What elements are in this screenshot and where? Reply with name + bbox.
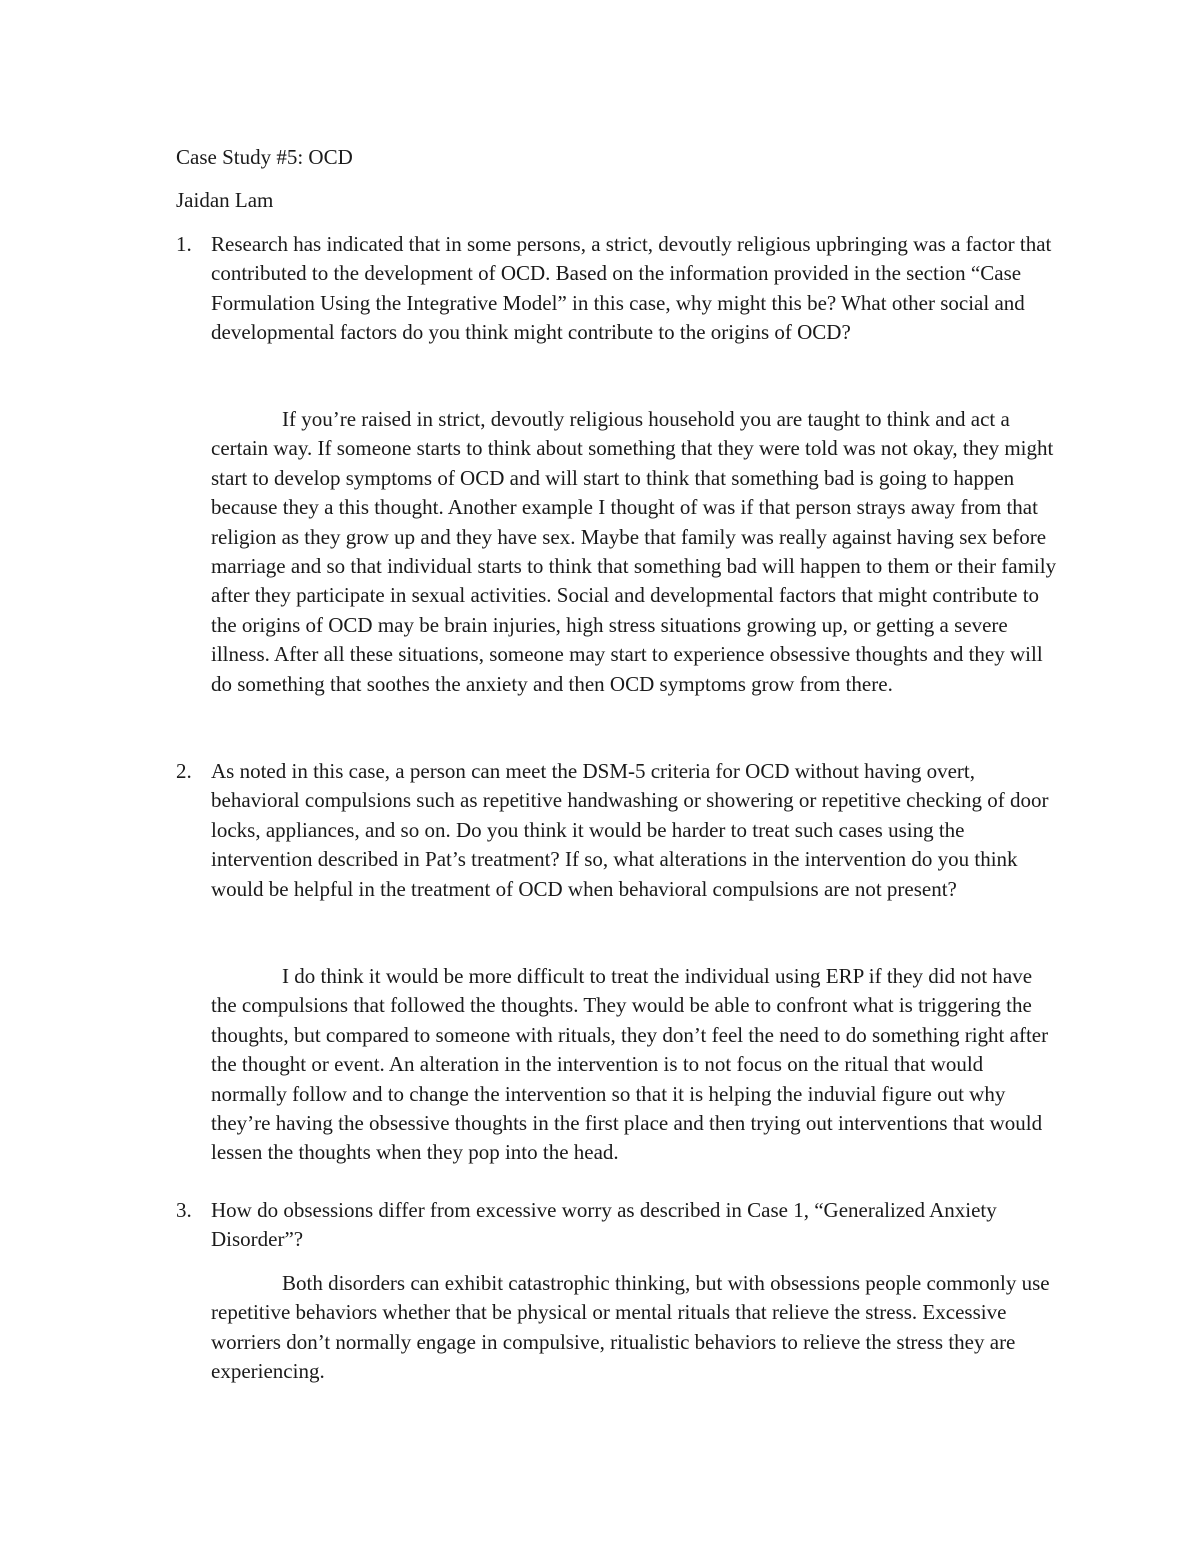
- question-number: 2.: [176, 759, 192, 783]
- question-text: How do obsessions differ from excessive worry as described in Case 1, “Generalized Anxiety Disorder”?: [211, 1198, 997, 1252]
- question-number: 1.: [176, 232, 192, 256]
- question-text: As noted in this case, a person can meet the DSM-5 criteria for OCD without having overt, behavioral compulsions such as repetitive handwashing or showering or repetitive checking of door locks, appliances, and so on. Do you think it would be harder to treat such cases using the intervention described in Pat’s treatment? If so, what alterations in the intervention do you think would be helpful in the treatment of OCD when behavioral compulsions are not present?: [211, 759, 1049, 901]
- question-text: Research has indicated that in some persons, a strict, devoutly religious upbringing was a factor that contributed to the development of OCD. Based on the information provided in the section “Case Formulation Using the Integrative Model” in this case, why might this be? What other social and developmental factors do you think might contribute to the origins of OCD?: [211, 232, 1052, 345]
- question-number: 3.: [176, 1198, 192, 1222]
- document-title: Case Study #5: OCD: [176, 145, 353, 169]
- answer-paragraph-2: I do think it would be more difficult to treat the individual using ERP if they did not have the compulsions that followed the thoughts. They would be able to confront what is triggering the thoughts, but compared to someone with rituals, they don’t feel the need to do something right after the thought or event. An alteration in the intervention is to not focus on the ritual that would normally follow and to change the intervention so that it is helping the induvial figure out why they’re having the obsessive thoughts in the first place and then trying out interventions that would lessen the thoughts when they pop into the head.: [211, 964, 1049, 1165]
- answer-paragraph-1: If you’re raised in strict, devoutly religious household you are taught to think and act a certain way. If someone starts to think about something that they were told was not okay, they might start to develop symptoms of OCD and will start to think that something bad is going to happen because they a this thought. Another example I thought of was if that person strays away from that religion as they grow up and they have sex. Maybe that family was really against having sex before marriage and so that individual starts to think that something bad will happen to them or their family after they participate in sexual activities. Social and developmental factors that might contribute to the origins of OCD may be brain injuries, high stress situations growing up, or getting a severe illness. After all these situations, someone may start to experience obsessive thoughts and they will do something that soothes the anxiety and then OCD symptoms grow from there.: [211, 407, 1057, 696]
- author-name: Jaidan Lam: [176, 188, 274, 212]
- answer-paragraph-3: Both disorders can exhibit catastrophic thinking, but with obsessions people commonly use repetitive behaviors whether that be physical or mental rituals that relieve the stress. Excessive worriers don’t normally engage in compulsive, ritualistic behaviors to relieve the stress they are experiencing.: [211, 1271, 1050, 1384]
